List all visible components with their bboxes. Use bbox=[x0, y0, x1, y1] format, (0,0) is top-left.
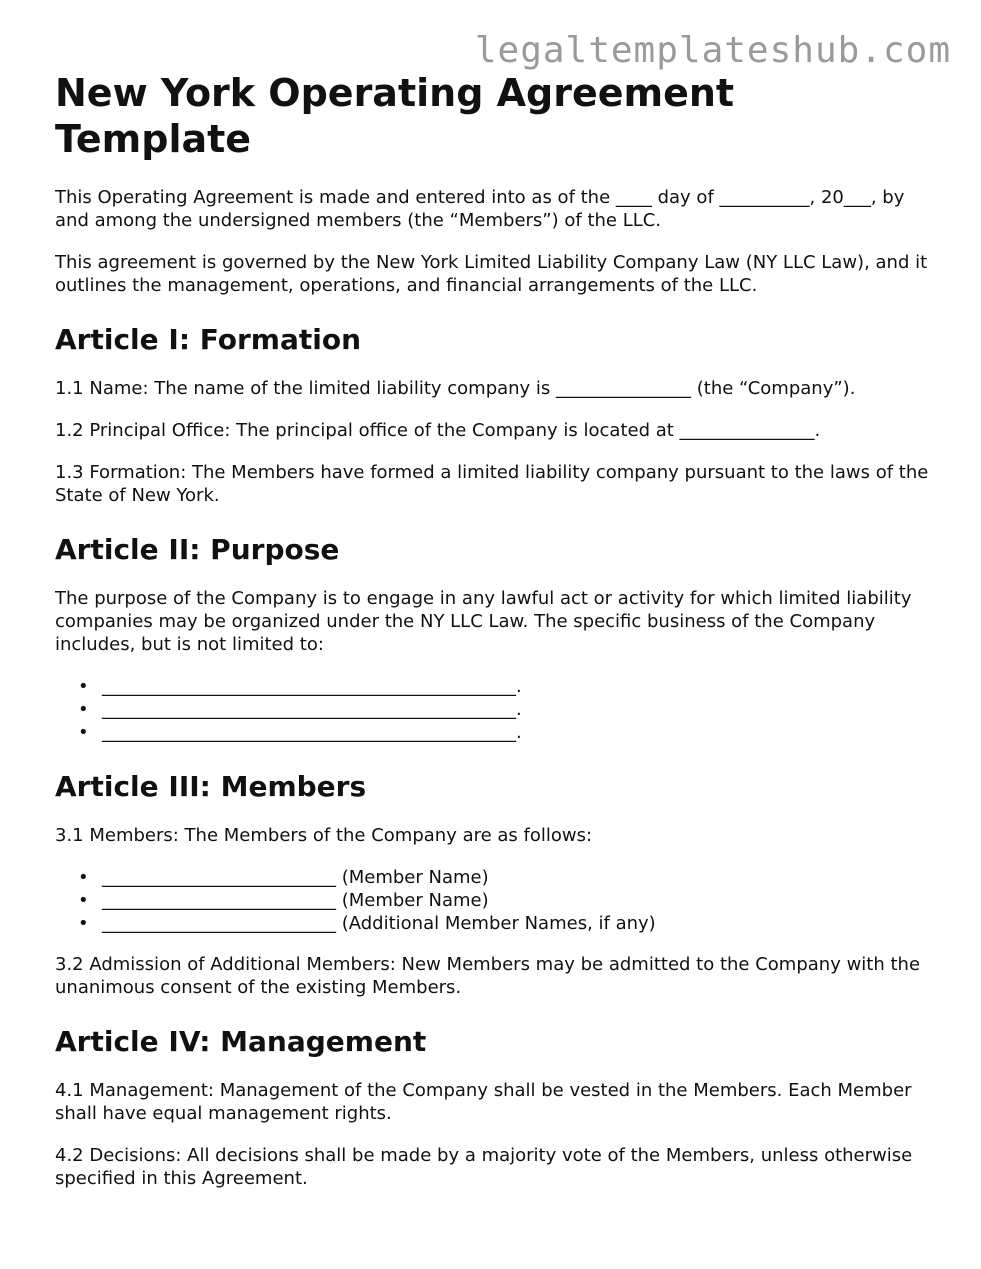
list-item: • __________________________ (Additional Member Names, if any) bbox=[102, 912, 935, 935]
document-page bbox=[55, 70, 935, 1209]
clause-3-2: 3.2 Admission of Additional Members: New Members may be admitted to the Company with the unanimous consent of the existing Members. bbox=[55, 954, 921, 998]
list-item: • ______________________________________________. bbox=[102, 721, 935, 744]
article-4-heading: Article IV: Management bbox=[55, 1025, 427, 1058]
list-item: • __________________________ (Member Name) bbox=[102, 866, 935, 889]
article-3-heading: Article III: Members bbox=[55, 770, 367, 803]
clause-1-1: 1.1 Name: The name of the limited liability company is _______________ (the “Company”). bbox=[55, 378, 856, 399]
intro-paragraph-1: This Operating Agreement is made and entered into as of the ____ day of __________, 20___, by and among the undersigned members (the “Members”) of the LLC. bbox=[55, 187, 905, 231]
watermark: legaltemplateshub.com bbox=[474, 30, 951, 71]
clause-4-2: 4.2 Decisions: All decisions shall be made by a majority vote of the Members, unless otherwise specified in this Agreement. bbox=[55, 1145, 913, 1189]
purpose-paragraph: The purpose of the Company is to engage in any lawful act or activity for which limited liability companies may be organized under the NY LLC Law. The specific business of the Company includes, but is not limited to: bbox=[55, 588, 912, 655]
clause-4-1: 4.1 Management: Management of the Company shall be vested in the Members. Each Member shall have equal management rights. bbox=[55, 1080, 912, 1124]
list-item: • ______________________________________________. bbox=[102, 675, 935, 698]
clause-3-1: 3.1 Members: The Members of the Company are as follows: bbox=[55, 825, 593, 846]
clause-1-3: 1.3 Formation: The Members have formed a limited liability company pursuant to the laws of the State of New York. bbox=[55, 462, 929, 506]
intro-paragraph-2: This agreement is governed by the New York Limited Liability Company Law (NY LLC Law), and it outlines the management, operations, and financial arrangements of the LLC. bbox=[55, 252, 928, 296]
list-item: • __________________________ (Member Name) bbox=[102, 889, 935, 912]
article-2-heading: Article II: Purpose bbox=[55, 533, 340, 566]
members-list bbox=[55, 866, 935, 935]
clause-1-2: 1.2 Principal Office: The principal office of the Company is located at _______________. bbox=[55, 420, 821, 441]
list-item: • ______________________________________________. bbox=[102, 698, 935, 721]
article-1-heading: Article I: Formation bbox=[55, 323, 362, 356]
purpose-list bbox=[55, 675, 935, 744]
document-title: New York Operating Agreement Template bbox=[55, 71, 735, 161]
